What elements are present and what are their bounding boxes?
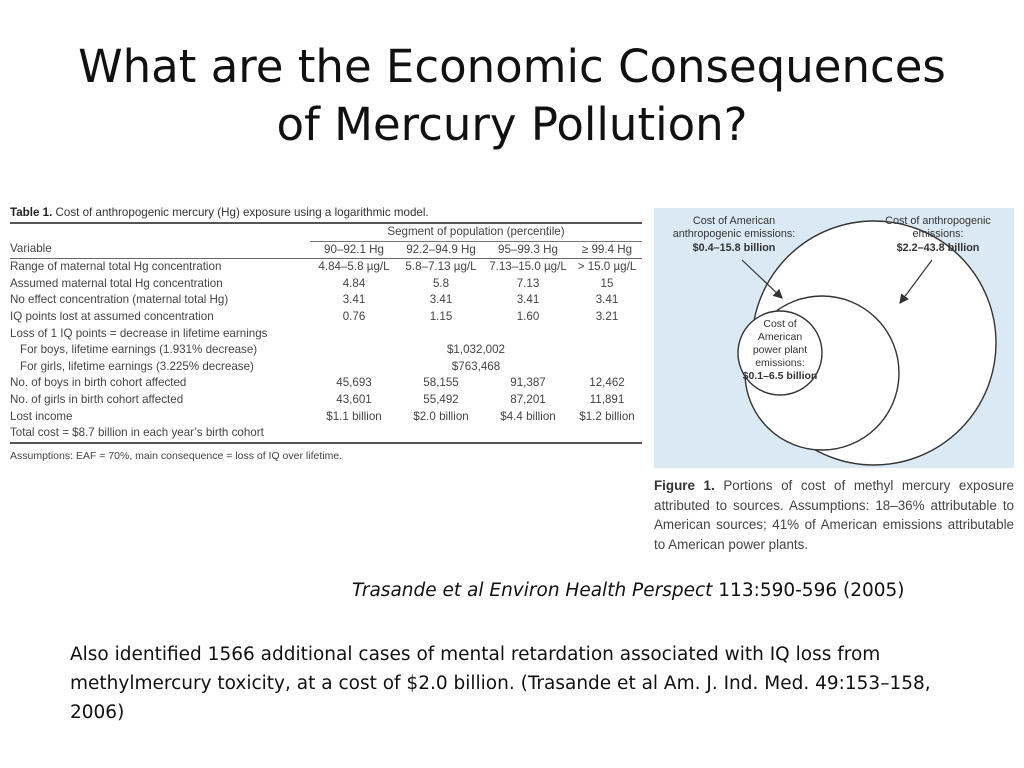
citation [352, 580, 972, 601]
figure-panel [654, 208, 1014, 468]
table-row [10, 342, 642, 359]
cell: 3.41 [516, 293, 540, 307]
row-label: IQ points lost at assumed concentration [10, 309, 214, 323]
cost-table [10, 206, 642, 462]
table-row [10, 425, 642, 443]
cell: 12,462 [589, 376, 625, 390]
cell: 3.41 [342, 293, 366, 307]
column-header: 95–99.3 Hg [484, 241, 572, 259]
cell: $2.0 billion [413, 409, 469, 423]
row-label: Loss of 1 IQ points = decrease in lifetime earnings [10, 326, 268, 340]
table-caption-text: Cost of anthropogenic mercury (Hg) exposure using a logarithmic model. [55, 206, 429, 219]
cell: 7.13–15.0 µg/L [489, 260, 567, 274]
cell: 55,492 [423, 392, 459, 406]
table-row [10, 309, 642, 326]
anthro-label-line1: Cost of anthropogenic [885, 215, 991, 227]
table-row [10, 326, 642, 343]
row-label: Lost income [10, 409, 73, 423]
row-label: For girls, lifetime earnings (3.225% decrease) [20, 359, 254, 373]
table-row [10, 409, 642, 426]
cell: 4.84–5.8 µg/L [318, 260, 390, 274]
cell: 4.84 [342, 276, 366, 290]
anthro-label-line2: emissions: [912, 228, 964, 240]
title-line-1: What are the Economic Consequences [78, 40, 946, 93]
cell: 5.8–7.13 µg/L [405, 260, 477, 274]
row-label: Total cost = $8.7 billion in each year’s birth cohort [10, 425, 642, 443]
row-label: No effect concentration (maternal total Hg) [10, 293, 229, 307]
table-row [10, 276, 642, 293]
cell: 7.13 [516, 276, 540, 290]
cell: 58,155 [423, 376, 459, 390]
table-assumptions: Assumptions: EAF = 70%, main consequence = loss of IQ over lifetime. [10, 449, 343, 462]
cell: 0.76 [342, 309, 366, 323]
row-label: No. of girls in birth cohort affected [10, 392, 184, 406]
table-row [10, 392, 642, 409]
cell: $1.1 billion [326, 409, 382, 423]
plant-label-value: $0.1–6.5 billion [742, 370, 818, 382]
cell: 43,601 [336, 392, 372, 406]
cell: $1,032,002 [446, 343, 506, 357]
column-header: 92.2–94.9 Hg [398, 241, 484, 259]
table-row [10, 375, 642, 392]
cell: $4.4 billion [500, 409, 556, 423]
venn-diagram [654, 208, 1014, 468]
citation-ref: 113:590-596 (2005) [718, 580, 905, 601]
cell: 91,387 [510, 376, 546, 390]
table-body [10, 224, 642, 444]
table-row [10, 292, 642, 309]
cell: 11,891 [589, 392, 625, 406]
table-row [10, 259, 642, 276]
cell: $763,468 [451, 359, 501, 373]
figure-1 [654, 208, 1014, 556]
title-line-2: of Mercury Pollution? [276, 98, 748, 151]
table-label: Table 1. [10, 206, 53, 219]
figure-caption-text: Portions of cost of methyl mercury exposure attributed to sources. Assumptions: 18–36% attributable to American sources; 41% of American emissions attributable to American power plants. [654, 478, 1014, 552]
cell: 15 [600, 276, 614, 290]
figure-caption [654, 476, 1014, 554]
row-label: For boys, lifetime earnings (1.931% decrease) [20, 343, 258, 357]
cell: 5.8 [432, 276, 450, 290]
segment-header-row [10, 224, 642, 241]
cell: 3.41 [429, 293, 453, 307]
citation-journal: Trasande et al Environ Health Perspect [352, 580, 713, 601]
row-label: Range of maternal total Hg concentration [10, 260, 222, 274]
cell: > 15.0 µg/L [577, 260, 637, 274]
plant-label-line1: Cost of [763, 318, 797, 330]
american-label-value: $0.4–15.8 billion [692, 242, 776, 254]
cell: 45,693 [336, 376, 372, 390]
cell: 87,201 [510, 392, 546, 406]
column-header: 90–92.1 Hg [310, 241, 398, 259]
american-label-line2: anthropogenic emissions: [672, 228, 796, 240]
table-caption [10, 206, 642, 219]
table-row [10, 359, 642, 376]
plant-label-line2: American [757, 331, 803, 343]
cell: 3.41 [595, 293, 619, 307]
column-header-row [10, 241, 642, 259]
anthro-label-value: $2.2–43.8 billion [896, 242, 980, 254]
row-label: Assumed maternal total Hg concentration [10, 276, 223, 290]
cell: 1.15 [429, 309, 453, 323]
american-label-line1: Cost of American [692, 215, 776, 227]
column-header: ≥ 99.4 Hg [572, 241, 642, 259]
plant-label-line4: emissions: [755, 357, 805, 369]
figure-caption-label: Figure 1. [654, 478, 715, 493]
cell: 1.60 [516, 309, 540, 323]
column-header: Variable [10, 241, 310, 259]
body-paragraph: Also identified 1566 additional cases of mental retardation associated with IQ loss from methylmercury toxicity, at a cost of $2.0 billion. (Trasande et al Am. J. Ind. Med. 49:153–158, 2006) [70, 644, 931, 723]
plant-label-line3: power plant [752, 344, 808, 356]
row-label: No. of boys in birth cohort affected [10, 376, 187, 390]
cell: $1.2 billion [579, 409, 635, 423]
slide-title [40, 38, 984, 154]
cell: 3.21 [595, 309, 619, 323]
segment-header: Segment of population (percentile) [310, 224, 642, 241]
